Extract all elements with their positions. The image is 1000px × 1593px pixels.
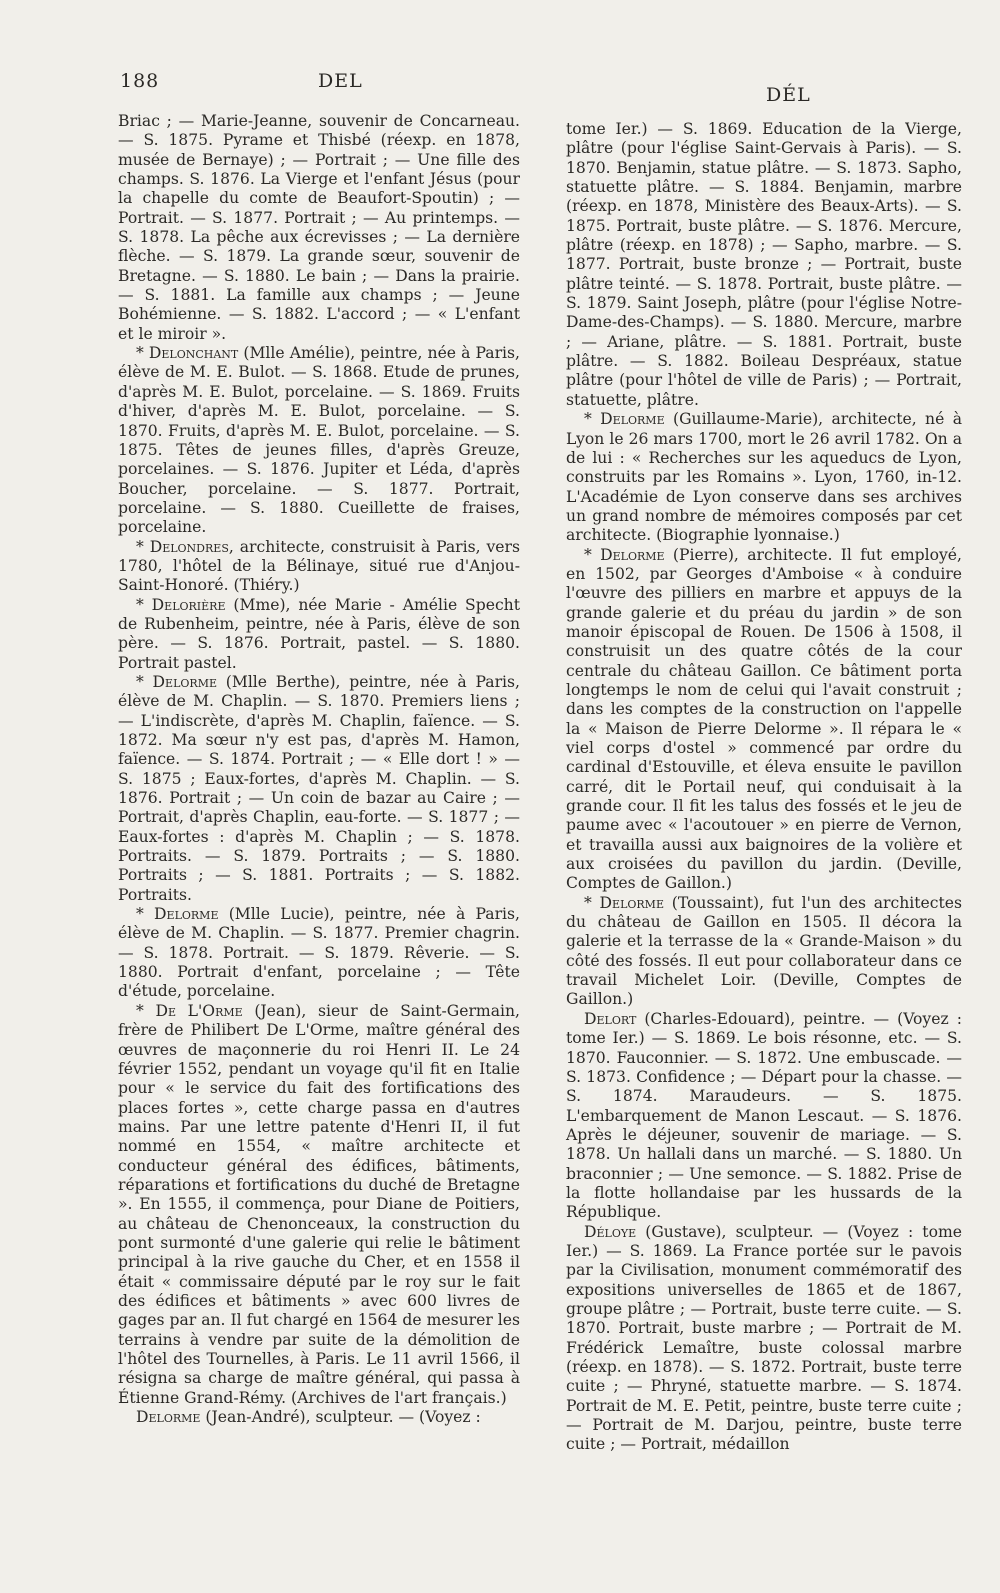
entry (118, 673, 520, 905)
entry-name: Delort (584, 1009, 637, 1028)
right-column (566, 120, 962, 1455)
page-number: 188 (120, 70, 160, 92)
entry (118, 905, 520, 1002)
entry (118, 1408, 520, 1427)
entry (566, 410, 962, 545)
entry-text: (Jean-André), sculpteur. — (Voyez : (205, 1408, 481, 1427)
entry-name: * Delorière (136, 595, 226, 614)
entry-text: (Jean), sieur de Saint-Germain, frère de Philibert De L'Orme, maître général des œuvres de maçonnerie du roi Henri II. Le 24 février 1552, pendant un voyage qu'il fit en Italie pour « le service du fait des fortifications des places fortes », cette charge passa en d'autres mains. Par une lettre patente d'Henri II, il fut nommé en 1554, « maître architecte et conducteur général des édifices, bâtiments, réparations et fortifications du duché de Bretagne ». En 1555, il commença, pour Diane de Poitiers, au château de Chenonceaux, la construction du pont surmonté d'une galerie qui relie le bâtiment principal à la rive gauche du Cher, et en 1558 il était « commissaire député par le roy sur le fait des édifices et bâtiments » avec 600 livres de gages par an. Il fut chargé en 1564 de mesurer les terrains à vendre par suite de la démolition de l'hôtel des Tournelles, à Paris. Le 11 avril 1566, il résigna sa charge de maître général, qui passa à Étienne Grand-Rémy. (Archives de l'art français.) (118, 1001, 520, 1407)
entry (118, 344, 520, 537)
entry-name: * Delorme (136, 905, 219, 924)
entry-text: tome Ier.) — S. 1869. Education de la Vierge, plâtre (pour l'église Saint-Gervais à Paris). — S. 1870. Benjamin, statue plâtre. — S. 1873. Sapho, statuette plâtre. — S. 1884. Benjamin, marbre (réexp. en 1878, Ministère des Beaux-Arts). — S. 1875. Portrait, buste plâtre. — S. 1876. Mercure, plâtre (réexp. en 1878) ; — Sapho, marbre. — S. 1877. Portrait, buste bronze ; — Portrait, buste plâtre teinté. — S. 1878. Portrait, buste plâtre. — S. 1879. Saint Joseph, plâtre (pour l'église Notre-Dame-des-Champs). — S. 1880. Mercure, marbre ; — Ariane, plâtre. — S. 1881. Portrait, buste plâtre. — S. 1882. Boileau Despréaux, statue plâtre (pour l'hôtel de ville de Paris) ; — Portrait, statuette, plâtre. (566, 120, 962, 409)
entry (566, 1010, 962, 1223)
entry-text: (Mlle Lucie), peintre, née à Paris, élève de M. Chaplin. — S. 1877. Premier chagrin. — S. 1878. Portrait. — S. 1879. Rêverie. — S. 1880. Portrait d'enfant, porcelaine ; — Tête d'étude, porcelaine. (118, 905, 520, 1001)
entry-text: (Toussaint), fut l'un des architectes du château de Gaillon en 1505. Il décora la galerie et la terrasse de la « Grande-Maison » du côté des fossés. Il eut pour collaborateur dans ce travail Michelet Loir. (Deville, Comptes de Gaillon.) (566, 893, 962, 1009)
entry (118, 596, 520, 673)
entry-name: Déloye (584, 1222, 637, 1241)
entry (566, 546, 962, 894)
entry (566, 1223, 962, 1455)
entry-text: (Gustave), sculpteur. — (Voyez : tome Ier.) — S. 1869. La France portée sur le pavois par la Civilisation, monument commémoratif des expositions universelles de 1865 et de 1867, groupe plâtre ; — Portrait, buste terre cuite. — S. 1870. Portrait, buste marbre ; — Portrait de M. Frédérick Lemaître, buste colossal marbre (réexp. en 1878). — S. 1872. Portrait, buste terre cuite ; — Phryné, statuette marbre. — S. 1874. Portrait de M. E. Petit, peintre, buste terre cuite ; — Portrait de M. Darjou, peintre, buste terre cuite ; — Portrait, médaillon (566, 1222, 962, 1454)
entry-text: architecte, construisit à Paris, vers 1780, l'hôtel de la Bélinaye, situé rue d'Anjou-Saint-Honoré. (Thiéry.) (118, 537, 520, 595)
entry-name: * Delondres, (136, 537, 234, 556)
entry (566, 120, 962, 410)
left-column (118, 112, 520, 1427)
entry (118, 1002, 520, 1408)
entry-text: (Guillaume-Marie), architecte, né à Lyon le 26 mars 1700, mort le 26 avril 1782. On a de lui : « Recherches sur les aqueducs de Lyon, construits par les Romains ». Lyon, 1760, in-12. L'Académie de Lyon conserve dans ses archives un grand nombre de mémoires composés par cet architecte. (Biographie lyonnaise.) (566, 410, 962, 545)
left-running-head: DEL (318, 70, 363, 92)
entry (118, 112, 520, 344)
entry-text: (Mlle Amélie), peintre, née à Paris, élève de M. E. Bulot. — S. 1868. Etude de prunes, d'après M. E. Bulot, porcelaine. — S. 1869. Fruits d'hiver, d'après M. E. Bulot, porcelaine. — S. 1870. Fruits, d'après M. E. Bulot, porcelaine. — S. 1875. Têtes de jeunes filles, d'après Greuze, porcelaines. — S. 1876. Jupiter et Léda, d'après Boucher, porcelaine. — S. 1877. Portrait, porcelaine. — S. 1880. Cueillette de fraises, porcelaine. (118, 344, 520, 537)
entry-text: (Mme), née Marie - Amélie Specht de Rubenheim, peintre, née à Paris, élève de son père. — S. 1876. Portrait, pastel. — S. 1880. Portrait pastel. (118, 595, 520, 672)
entry-name: Delorme (136, 1408, 201, 1427)
entry-text: (Pierre), architecte. Il fut employé, en 1502, par Georges d'Amboise « à conduire l'œuvre des pilliers en marbre et appuys de la grande galerie et du préau du jardin » de son manoir épiscopal de Rouen. De 1506 à 1508, il construisit un des quatre côtés de la cour centrale du château Gaillon. Ce bâtiment porta longtemps le nom de celui qui l'avait construit ; dans les comptes de la construction on l'appelle la « Maison de Pierre Delorme ». Il répara le « viel corps d'ostel » commencé par ordre du cardinal d'Estouville, et éleva ensuite le pavillon carré, dit le Portail neuf, qui conduisait à la grande cour. Il fit les talus des fossés et le jeu de paume avec « l'acoutouer » en pierre de Vernon, et travailla aussi aux baignoires de la volière et aux croisées du pavillon du jardin. (Deville, Comptes de Gaillon.) (566, 545, 962, 893)
entry-text: (Charles-Edouard), peintre. — (Voyez : tome Ier.) — S. 1869. Le bois résonne, etc. — S. 1870. Fauconnier. — S. 1872. Une embuscade. — S. 1873. Confidence ; — Départ pour la chasse. — S. 1874. Maraudeurs. — S. 1875. L'embarquement de Manon Lescaut. — S. 1876. Après le déjeuner, souvenir de mariage. — S. 1878. Un hallali dans un marché. — S. 1880. Un braconnier ; — Une semonce. — S. 1882. Prise de la flotte hollandaise par les hussards de la République. (566, 1009, 962, 1222)
right-running-head: DÉL (766, 84, 811, 106)
entry-name: * Delorme (136, 672, 217, 691)
entry-text: (Mlle Berthe), peintre, née à Paris, élève de M. Chaplin. — S. 1870. Premiers liens ; — L'indiscrète, d'après M. Chaplin, faïence. — S. 1872. Ma sœur n'y est pas, d'après M. Hamon, faïence. — S. 1874. Portrait ; — « Elle dort ! » — S. 1875 ; Eaux-fortes, d'après M. Chaplin. — S. 1876. Portrait ; — Un coin de bazar au Caire ; — Portrait, d'après Chaplin, eau-forte. — S. 1877 ; — Eaux-fortes : d'après M. Chaplin ; — S. 1878. Portraits. — S. 1879. Portraits ; — S. 1880. Portraits ; — S. 1881. Portraits ; — S. 1882. Portraits. (118, 672, 520, 904)
entry-text: Briac ; — Marie-Jeanne, souvenir de Concarneau. — S. 1875. Pyrame et Thisbé (réexp. en 1878, musée de Bernaye) ; — Portrait ; — Une fille des champs. S. 1876. La Vierge et l'enfant Jésus (pour la chapelle du comte de Beaufort-Spoutin) ; — Portrait. — S. 1877. Portrait ; — Au printemps. — S. 1878. La pêche aux écrevisses ; — La dernière flèche. — S. 1879. La grande sœur, souvenir de Bretagne. — S. 1880. Le bain ; — Dans la prairie. — S. 1881. La famille aux champs ; — Jeune Bohémienne. — S. 1882. L'accord ; — « L'enfant et le miroir ». (118, 112, 520, 343)
entry-name: * Delorme (584, 893, 664, 912)
entry-name: * De L'Orme (136, 1001, 243, 1020)
entry (118, 538, 520, 596)
entry (566, 894, 962, 1010)
entry-name: * Delorme (584, 545, 665, 564)
entry-name: * Delonchant (136, 344, 239, 363)
entry-name: * Delorme (584, 410, 665, 429)
